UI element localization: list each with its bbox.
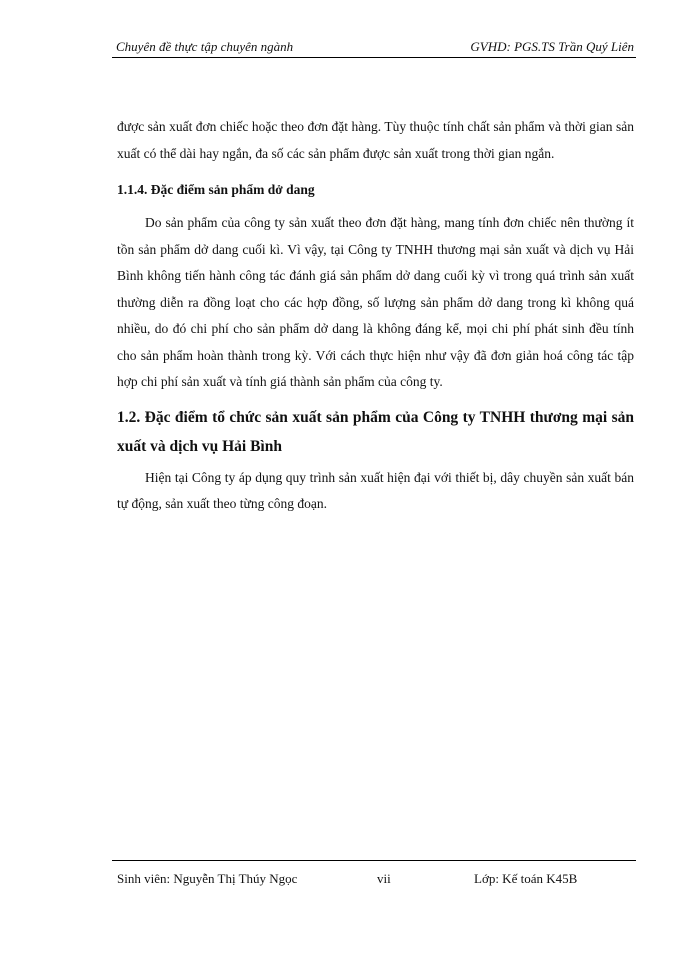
paragraph-production-organization: Hiện tại Công ty áp dụng quy trình sản xuất hiện đại với thiết bị, dây chuyền sản xuất bán tự động, sản xuất theo từng công đoạn. xyxy=(117,469,634,511)
header-divider xyxy=(112,57,636,58)
page-number: vii xyxy=(377,871,391,886)
page-header xyxy=(112,38,636,58)
paragraph-work-in-progress: Do sản phẩm của công ty sản xuất theo đơn đặt hàng, mang tính đơn chiếc nên thường ít tồn sản phẩm dở dang cuối kì. Vì vậy, tại Công ty TNHH thương mại sản xuất và dịch vụ Hải Bình không tiến hành công tác đánh giá sản phẩm dở dang cuối kỳ vì trong quá trình sản xuất thường diễn ra đồng loạt cho các hợp đồng, số lượng sản phẩm dở dang trong kì không quá nhiều, do đó chi phí cho sản phẩm dở dang là không đáng kể, mọi chi phí phát sinh đều tính cho sản phẩm hoàn thành trong kỳ. Với cách thực hiện như vậy đã đơn giản hoá công tác tập hợp chi phí sản xuất và tính giá thành sản phẩm của công ty. xyxy=(117,215,634,389)
paragraph-continued: được sản xuất đơn chiếc hoặc theo đơn đặt hàng. Tùy thuộc tính chất sản phẩm và thời gian sản xuất có thể dài hay ngắn, đa số các sản phẩm được sản xuất trong thời gian ngắn. xyxy=(117,119,634,161)
footer-class: Lớp: Kế toán K45B xyxy=(474,871,578,886)
footer-student: Sinh viên: Nguyễn Thị Thúy Ngọc xyxy=(117,871,298,886)
page-footer xyxy=(117,870,637,890)
header-supervisor: GVHD: PGS.TS Trần Quý Liên xyxy=(470,39,634,54)
header-title: Chuyên đề thực tập chuyên ngành xyxy=(116,39,294,54)
document-body xyxy=(117,114,634,518)
footer-divider xyxy=(112,860,636,861)
section-heading-1-1-4: 1.1.4. Đặc điểm sản phẩm dở dang xyxy=(117,182,315,197)
section-heading-1-2: 1.2. Đặc điểm tổ chức sản xuất sản phẩm của Công ty TNHH thương mại sản xuất và dịch vụ Hải Bình xyxy=(117,408,634,455)
